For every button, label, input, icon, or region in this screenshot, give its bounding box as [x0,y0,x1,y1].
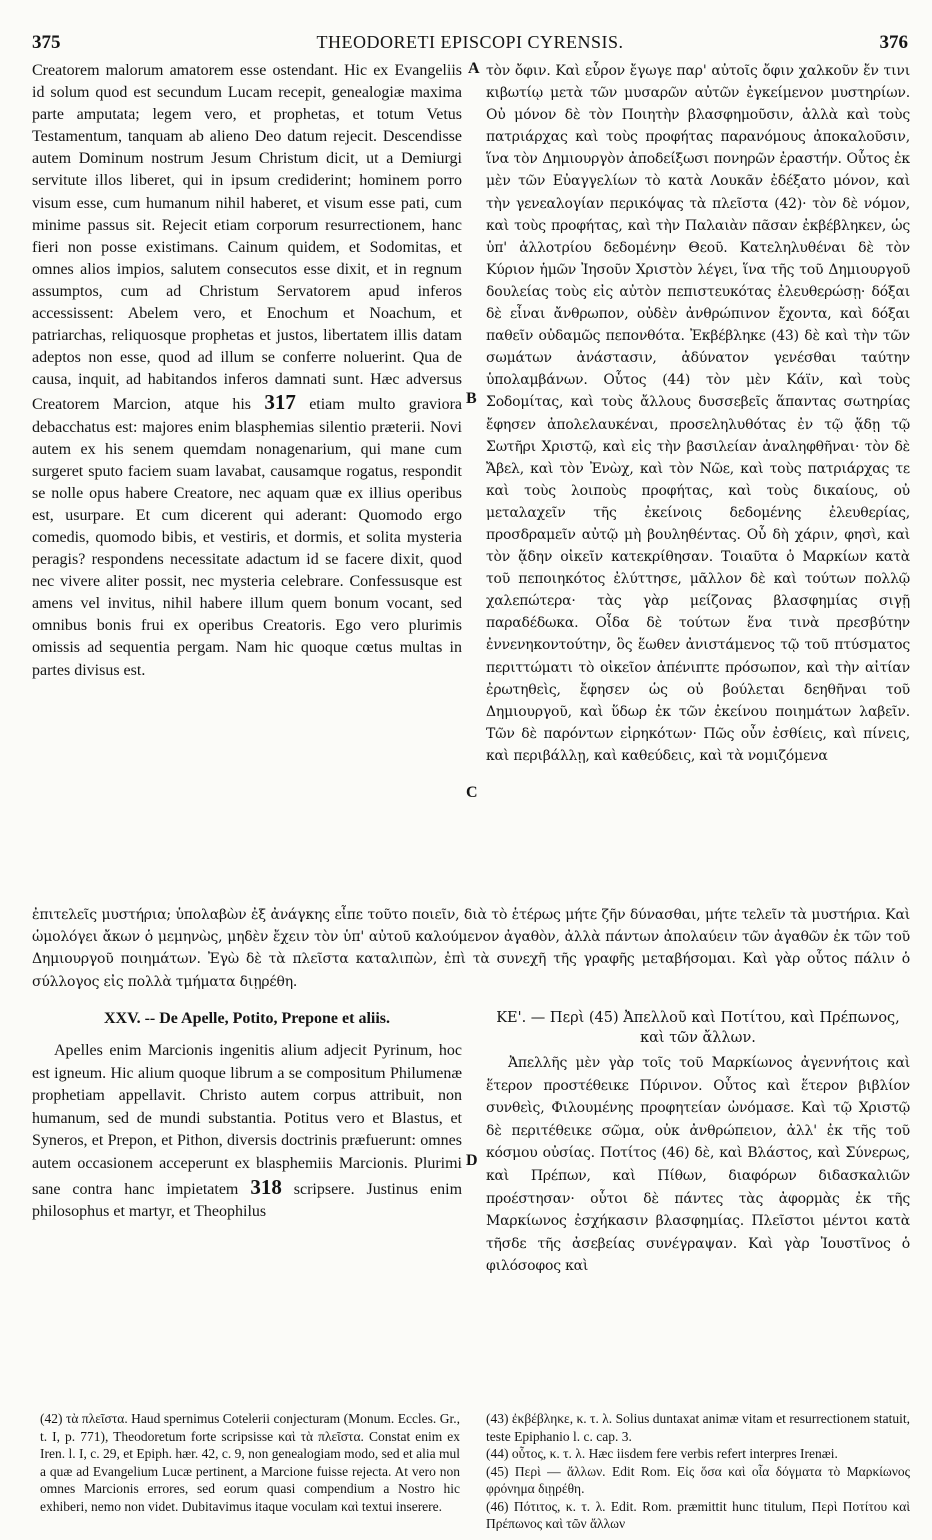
footnote-43: (43) ἐκβέβληκε, κ. τ. λ. Solius duntaxat animæ vitam et resurrectionem statuit, teste Epiphanio l. c. cap. 3. [486,1411,910,1444]
footnote-44: (44) οὗτος, κ. τ. λ. Hæc iisdem fere verbis refert interpres Irenæi. [486,1446,838,1461]
greek-paragraph: τὸν ὄφιν. Καὶ εὗρον ἔγωγε παρ' αὐτοῖς ὄφιν χαλκοῦν ἔν τινι κιβωτίῳ μετὰ τῶν μυσαρῶν αὐτῶν ἐγκείμενον μυστηρίων. Οὐ μόνον δὲ τὸν Ποιητὴν βλασφημοῦσιν, ἀλλὰ καὶ τοὺς πατριάρχας καὶ τοὺς προφήτας παρανόμους ἀποκαλοῦσιν, ἵνα τὸν Δημιουργὸν ἀποδείξωσι πονηρῶν ἐραστήν. Οὗτος ἐκ μὲν τῶν Εὐαγγελίων τὸ κατὰ Λουκᾶν ἐδέξατο μόνον, καὶ τὴν γενεαλογίαν περικόψας τὰ πλεῖστα (42)· τὸν δὲ νόμον, καὶ τοὺς προφήτας, καὶ τὴν Παλαιὰν πᾶσαν ἐκβέβληκεν, ὡς ὑπ' ἀλλοτρίου δεδομένην Θεοῦ. Κατεληλυθέναι δὲ τὸν Κύριον ἡμῶν Ἰησοῦν Χριστὸν λέγει, ἵνα τῆς τοῦ Δημιουργοῦ δουλείας τοὺς εἰς αὐτὸν πεπιστευκότας ἐλευθερώσῃ· δόξαι δὲ εἶναι ἄνθρωπον, οὐδὲν ἀνθρώπινον ἔχοντα, καὶ δόξαι παθεῖν οὐδαμῶς πεπονθότα. Ἐκβέβληκε (43) δὲ καὶ τὴν τῶν σωμάτων ἀνάστασιν, ἀδύνατον γενέσθαι ταύτην ὑπολαμβάνων. Οὗτος (44) τὸν μὲν Κάϊν, καὶ τοὺς Σοδομίτας, καὶ τοὺς ἄλλους δυσσεβεῖς ἅπαντας σωτηρίας ἔφησεν ἀπολελαυκέναι, προσεληλυθότας ἐν τῷ ᾅδῃ τῷ Σωτῆρι Χριστῷ, καὶ εἰς τὴν βασιλείαν ἀναληφθῆναι· τὸν δὲ Ἄβελ, καὶ τὸν Ἐνὼχ, καὶ τὸν Νῶε, καὶ τοὺς πατριάρχας τε καὶ τοὺς λοιποὺς προφήτας, καὶ τοὺς δικαίους, οὐ μεταλαχεῖν τῆς ἐκείνοις δεδομένης ἐλευθερίας, προσδραμεῖν αὐτῷ μὴ βουληθέντας. Οὗ δὴ χάριν, φησὶ, καὶ τὸν ᾅδην οἰκεῖν κατεκρίθησαν. Τοιαῦτα ὁ Μαρκίων κατὰ τοῦ πεποιηκότος ἐλύττησε, μᾶλλον δὲ καὶ τούτων πολλῷ χαλεπώτερα· τὰς γὰρ μείζονας βλασφημίας σιγῇ παραδέδωκα. Οἶδα δὲ τούτων ἕνα τινὰ πρεσβύτην ἐννενηκοντούτην, ὃς ἕωθεν ἀνιστάμενος τῷ τοῦ πτύσματος περιττώματι τὸ οἰκεῖον ἀπένιπτε πρόσωπον, καὶ τὴν αἰτίαν ἐρωτηθεὶς, ἔφησεν ὡς οὐ βούλεται δεηθῆναι τοῦ Δημιουργοῦ, καὶ ὕδωρ ἐκ τῶν ἐκείνου ποιημάτων λαβεῖν. Τῶν δὲ παρόντων εἰρηκότων· Πῶς οὖν ἐσθίεις, καὶ πίνεις, καὶ περιβάλλῃ, καὶ καθεύδεις, καὶ τὰ νομιζόμενα [486,63,910,764]
latin-section-xxv [32,1008,462,1224]
page-number-left: 375 [32,32,61,53]
running-header [30,20,910,60]
footnote-42: (42) τὰ πλεῖστα. Haud spernimus Cotelerii conjecturam (Monum. Eccles. Gr., t. I, p. 771), Theodoretum forte scripsisse καὶ τὰ πλεῖστα. Constat enim ex Iren. l. I, c. 29, et Epiph. hær. 42, c. 9, non genealogiam modo, sed et alia mul a quæ ad Evangelium Lucæ pertinent, a Marcione fuisse rejecta. At vero non omnes Marcionis errores, sed eorum quasi compendium a Nostro hic exhiberi, nemo non videt. Dubitavimus itaque voculam καὶ textui inserere. [40,1411,460,1514]
margin-marker-a: A [468,60,480,77]
greek-section-paragraph: Ἀπελλῆς μὲν γὰρ τοῖς τοῦ Μαρκίωνος ἀγεννήτοις καὶ ἕτερον προστέθεικε Πύρινον. Οὗτος καὶ ἕτερον βιβλίον συνθεὶς, Φιλουμένης προφητείαν ὠνόμασε. Καὶ τῷ Χριστῷ δὲ περιτέθεικε σῶμα, οὐκ ἀνθρώπειον, ἀλλ' ἐκ τῆς τοῦ κόσμου οὐσίας. Ποτίτος (46) δὲ, καὶ Βλάστος, καὶ Σύνερως, καὶ Πρέπων, καὶ Πίθων, διαφόρων διδασκαλιῶν προέστησαν· οὗτοι δὲ πάντες τὰς ἀφορμὰς ἐκ τῆς Μαρκίωνος ἐσχήκασιν βλασφημίας. Πλεῖστοι μέντοι κατὰ τῆσδε τῆς ἀσεβείας συνέγραψαν. Καὶ γὰρ Ἰουστῖνος ὁ φιλόσοφος καὶ [486,1055,910,1275]
margin-marker-c: C [466,784,478,801]
inline-page-number: 317 [264,390,296,415]
latin-column-top [32,60,462,682]
footnotes-left [40,1410,460,1515]
footnote-45: (45) Περὶ — ἄλλων. Edit Rom. Εἰς ὅσα καὶ οἷα δόγματα τὸ Μαρκίωνος φρόνημα διῃρέθη. [486,1463,910,1496]
footnote-46: (46) Πότιτος, κ. τ. λ. Edit. Rom. præmittit hunc titulum, Περὶ Ποτίτου καὶ Πρέπωνος καὶ τῶν ἄλλων [486,1498,910,1531]
running-title: THEODORETI EPISCOPI CYRENSIS. [316,32,624,52]
margin-marker-b: B [466,390,477,407]
latin-section-paragraph: Apelles enim Marcionis ingenitis alium adjecit Pyrinum, hoc est igneum. Hic alium quoque librum a se compositum Philumenæ prophetiam appellavit. Christo autem corpus attribuit, non humanum, sed de mundi substantia. Potitus vero et Blastus, et Syneros, et Prepon, et Pithon, diversis doctrinis præfuerunt: omnes autem occasionem acceperunt ex blasphemiis Marcionis. Plurimi sane contra hanc impietatem 318 scripsere. Justinus enim philosophus et martyr, et Theophilus [32,1042,463,1221]
inline-page-number: 318 [250,1174,282,1199]
section-heading-latin: XXV. -- De Apelle, Potito, Prepone et aliis. [103,1010,391,1027]
page [30,20,910,1531]
footnotes-right [486,1410,910,1533]
greek-section-ke [486,1008,910,1278]
greek-column-top [486,60,910,767]
page-number-right: 376 [879,32,908,53]
section-heading-greek: ΚΕ'. — Περὶ (45) Ἀπελλοῦ καὶ Ποτίτου, καὶ Πρέπωνος, καὶ τῶν ἄλλων. [496,1010,900,1046]
greek-full-width-text: ἐπιτελεῖς μυστήρια; ὑπολαβὼν ἐξ ἀνάγκης εἶπε τοῦτο ποιεῖν, διὰ τὸ ἑτέρως μήτε ζῆν δύνασθαι, μήτε τελεῖν τὰ μυστήρια. Καὶ ὡμολόγει ἄκων ὁ μεμηνὼς, μηδὲν ἔχειν τὸν ὑπ' αὐτοῦ καλούμενον ἀγαθὸν, ἀλλὰ πάντων ἀπολαύειν τῶν ἀγαθῶν ἐκ τῶν τοῦ Δημιουργοῦ ποιημάτων. Ἐγὼ δὲ τὰ πλεῖστα καταλιπὼν, ἐπὶ τὰ συνεχῆ τῆς γραφῆς μεταβήσομαι. Καὶ γὰρ οὗτος πάλιν ὁ σύλλογος εἰς πολλὰ τμήματα διῃρέθη. [32,907,910,990]
margin-marker-d: D [466,1152,478,1169]
latin-paragraph: Creatorem malorum amatorem esse ostendant. Hic ex Evangeliis id solum quod est secundum Lucam recepit, genealogiæ maxima parte amputata; legem vero, et prophetas, et totum Vetus Testamentum, tanquam ab alieno Deo datum rejecit. Descendisse autem Dominum nostrum Jesum Christum dicit, ut a Demiurgi servitute illos liberet, qui in ipsum crediderint; hominem porro visum esse, cum humanum nihil haberet, et visum esse pati, cum minime passus sit. Rejecit etiam corporum resurrectionem, hanc fieri non posse existimans. Cainum quidem, et Sodomitas, et omnes alios impios, salutem consecutos esse dixit, et in regnum assumptos, cum ad Christum Servatorem apud inferos accessissent: Abelem vero, et Enochum et Noachum, et patriarchas, reliquosque prophetas et justos, libertatem illis datam adeptos non esse, quod ad illum se conferre noluerint. Qua de causa, inquit, ad habitandos inferos damnati sunt. Hæc adversus Creatorem Marcion, atque his 317 etiam multo graviora debacchatus est: majores enim blasphemias silentio præterii. Novi autem ex his senem quemdam nonagenarium, qui mane cum surgeret sputo faciem suam lavabat, causamque rogatus, respondit se nolle opus habere Creatore, nec aquam quæ ex illius operibus est, usurpare. Et cum dicerent qui aderant: Quomodo ergo comedis, quomodo bibis, et vestiris, et dormis, et solita mysteria peragis? respondens necessitate adactum id se facere dixit, quod nec vivere aliter possit, nec mysteria celebrare. Confessusque est amens vel invitus, nihil habere illum quem bonum vocant, sed omnibus bonis frui ex operibus Creatoris. Ego vero plurimis omissis ad sequentia pergam. Nam hic quoque cœtus multas in partes divisus est. [32,62,463,679]
